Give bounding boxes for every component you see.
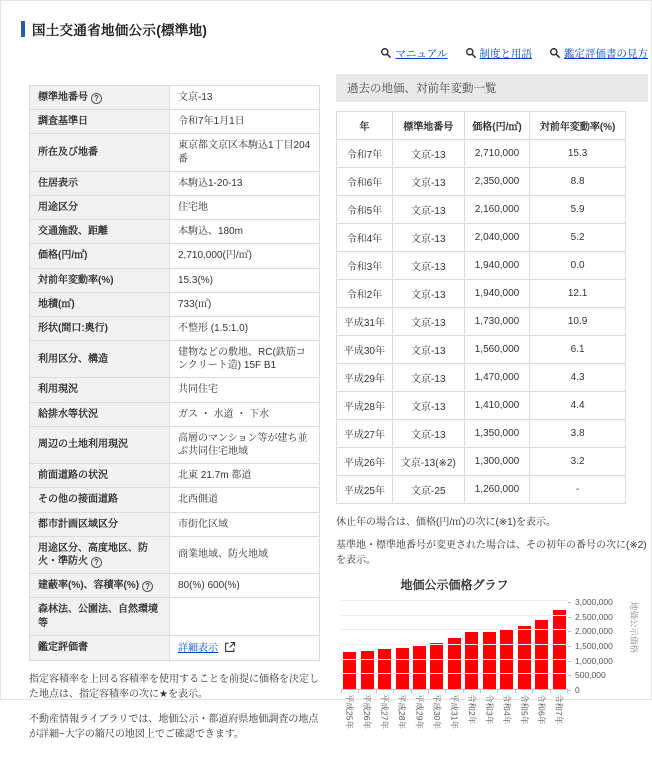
table-row bbox=[30, 244, 320, 268]
table-cell: 1,410,000 bbox=[464, 392, 529, 420]
table-row bbox=[30, 536, 320, 573]
table-cell: 令和4年 bbox=[337, 224, 393, 252]
column-header: 標準地番号 bbox=[392, 112, 464, 140]
x-axis-label: 令和3年 bbox=[484, 694, 495, 725]
table-row bbox=[337, 392, 626, 420]
table-cell: 1,940,000 bbox=[464, 252, 529, 280]
table-row bbox=[337, 224, 626, 252]
page-header bbox=[21, 19, 207, 39]
table-cell: 令和2年 bbox=[337, 280, 393, 308]
footnote-0: 指定容積率を上回る容積率を使用することを前提に価格を決定した地点は、指定容積率の次に★を表示。 bbox=[29, 673, 319, 701]
row-label: 標準地番号 ? bbox=[30, 86, 170, 110]
x-axis-label: 平成27年 bbox=[379, 694, 390, 729]
row-value: 733(㎡) bbox=[170, 292, 320, 316]
row-label: 価格(円/㎡) bbox=[30, 244, 170, 268]
x-axis-label: 平成29年 bbox=[414, 694, 425, 729]
table-cell: 平成31年 bbox=[337, 308, 393, 336]
table-cell: 5.9 bbox=[530, 196, 626, 224]
title-accent-bar bbox=[21, 21, 25, 37]
row-value: 2,710,000(円/㎡) bbox=[170, 244, 320, 268]
table-row bbox=[30, 292, 320, 316]
search-icon bbox=[549, 47, 561, 59]
table-cell: 平成25年 bbox=[337, 476, 393, 504]
row-label: 交通施設、距離 bbox=[30, 220, 170, 244]
table-row bbox=[30, 574, 320, 598]
table-cell: 文京-13 bbox=[392, 168, 464, 196]
row-value: 高層のマンション等が建ち並ぶ共同住宅地域 bbox=[170, 426, 320, 463]
table-cell: 1,940,000 bbox=[464, 280, 529, 308]
table-cell: 1,260,000 bbox=[464, 476, 529, 504]
help-link-1[interactable] bbox=[465, 46, 533, 61]
row-value: 北東 21.7m 都道 bbox=[170, 464, 320, 488]
help-link-label: 鑑定評価書の見方 bbox=[564, 47, 648, 60]
row-value bbox=[170, 635, 320, 660]
table-cell: 2,040,000 bbox=[464, 224, 529, 252]
table-cell: 0.0 bbox=[530, 252, 626, 280]
x-axis-label: 平成31年 bbox=[449, 694, 460, 729]
y-tick-label: 1,000,000 bbox=[575, 655, 613, 666]
x-axis-label: 平成30年 bbox=[431, 694, 442, 729]
x-tick-mark bbox=[463, 690, 464, 693]
table-cell: 文京-13 bbox=[392, 392, 464, 420]
help-icon[interactable]: ? bbox=[91, 557, 102, 568]
row-label: 用途区分 bbox=[30, 195, 170, 219]
property-detail-panel bbox=[29, 85, 320, 752]
table-cell: 3.2 bbox=[530, 448, 626, 476]
row-label: 建蔽率(%)、容積率(%) ? bbox=[30, 574, 170, 598]
table-cell: 文京-13 bbox=[392, 280, 464, 308]
x-tick-mark bbox=[515, 690, 516, 693]
search-icon bbox=[465, 47, 477, 59]
table-cell: 文京-13 bbox=[392, 420, 464, 448]
chart-bar-平成29年 bbox=[413, 646, 426, 689]
table-row bbox=[337, 308, 626, 336]
help-link-0[interactable] bbox=[380, 46, 447, 61]
table-row bbox=[337, 140, 626, 168]
table-row bbox=[337, 168, 626, 196]
table-row bbox=[30, 598, 320, 635]
table-cell: 2,160,000 bbox=[464, 196, 529, 224]
x-tick-mark bbox=[358, 690, 359, 693]
x-tick-mark bbox=[411, 690, 412, 693]
y-tick-label: 500,000 bbox=[575, 670, 606, 681]
column-header: 年 bbox=[337, 112, 393, 140]
gridline bbox=[341, 644, 568, 645]
y-tick-mark bbox=[568, 690, 571, 691]
help-icon[interactable]: ? bbox=[142, 581, 153, 592]
help-links bbox=[336, 45, 648, 61]
property-detail-table-body bbox=[30, 86, 320, 661]
row-value: 15.3(%) bbox=[170, 268, 320, 292]
row-label: 利用現況 bbox=[30, 378, 170, 402]
history-note-1: 基準地・標準地番号が変更された場合は、その初年の番号の次に(※2)を表示。 bbox=[336, 540, 647, 566]
table-cell: 4.4 bbox=[530, 392, 626, 420]
chart-bar-平成27年 bbox=[378, 649, 391, 689]
table-cell: 4.3 bbox=[530, 364, 626, 392]
row-label: 地積(㎡) bbox=[30, 292, 170, 316]
x-tick-mark bbox=[428, 690, 429, 693]
table-row bbox=[30, 426, 320, 463]
x-tick-mark bbox=[341, 690, 342, 693]
table-row bbox=[30, 171, 320, 195]
row-label: 利用区分、構造 bbox=[30, 341, 170, 378]
table-cell: 2,350,000 bbox=[464, 168, 529, 196]
table-row bbox=[30, 195, 320, 219]
search-icon bbox=[380, 47, 392, 59]
table-row bbox=[337, 280, 626, 308]
y-tick-mark bbox=[568, 602, 571, 603]
table-row bbox=[30, 268, 320, 292]
row-value: 本駒込1-20-13 bbox=[170, 171, 320, 195]
price-history-table-head bbox=[337, 112, 626, 140]
chart-bar-令和2年 bbox=[465, 632, 478, 689]
table-cell: 令和7年 bbox=[337, 140, 393, 168]
row-value: ガス ・ 水道 ・ 下水 bbox=[170, 402, 320, 426]
table-cell: 12.1 bbox=[530, 280, 626, 308]
row-label: 所在及び地番 bbox=[30, 134, 170, 171]
table-cell: 6.1 bbox=[530, 336, 626, 364]
table-cell: 文京-13 bbox=[392, 196, 464, 224]
row-value: 市街化区域 bbox=[170, 512, 320, 536]
y-tick-mark bbox=[568, 617, 571, 618]
row-label: 周辺の土地利用現況 bbox=[30, 426, 170, 463]
x-tick-mark bbox=[550, 690, 551, 693]
chart-bar-平成31年 bbox=[448, 638, 461, 689]
row-value: 令和7年1月1日 bbox=[170, 110, 320, 134]
chart-body bbox=[336, 597, 648, 695]
help-icon[interactable]: ? bbox=[91, 93, 102, 104]
gridline bbox=[341, 600, 568, 601]
table-cell: 8.8 bbox=[530, 168, 626, 196]
row-value: 住宅地 bbox=[170, 195, 320, 219]
table-row bbox=[337, 448, 626, 476]
chart-bar-平成25年 bbox=[343, 652, 356, 689]
chart-plot-area bbox=[341, 602, 568, 690]
table-row bbox=[30, 402, 320, 426]
table-row bbox=[30, 488, 320, 512]
table-cell: 文京-13 bbox=[392, 140, 464, 168]
history-panel bbox=[336, 45, 648, 758]
gridline bbox=[341, 673, 568, 674]
x-tick-mark bbox=[497, 690, 498, 693]
chart-y-axis bbox=[568, 597, 626, 695]
chart-bar-令和7年 bbox=[553, 610, 566, 690]
help-link-label: マニュアル bbox=[395, 47, 448, 60]
row-label: 鑑定評価書 bbox=[30, 635, 170, 660]
table-cell: 1,730,000 bbox=[464, 308, 529, 336]
table-cell: 令和5年 bbox=[337, 196, 393, 224]
table-cell: 平成29年 bbox=[337, 364, 393, 392]
x-tick-mark bbox=[480, 690, 481, 693]
row-label: 形状(間口:奥行) bbox=[30, 316, 170, 340]
gridline bbox=[341, 615, 568, 616]
row-label: その他の接面道路 bbox=[30, 488, 170, 512]
table-cell: 3.8 bbox=[530, 420, 626, 448]
land-price-chart bbox=[336, 576, 648, 758]
x-tick-mark bbox=[376, 690, 377, 693]
row-value: 共同住宅 bbox=[170, 378, 320, 402]
table-cell: 2,710,000 bbox=[464, 140, 529, 168]
row-label: 対前年変動率(%) bbox=[30, 268, 170, 292]
table-row bbox=[30, 512, 320, 536]
y-tick-mark bbox=[568, 661, 571, 662]
property-detail-table bbox=[29, 85, 320, 661]
y-tick-label: 0 bbox=[575, 685, 580, 695]
table-row bbox=[30, 220, 320, 244]
row-value: 東京都文京区本駒込1丁目204番 bbox=[170, 134, 320, 171]
x-tick-mark bbox=[393, 690, 394, 693]
chart-title: 地価公示価格グラフ bbox=[400, 578, 509, 592]
row-value: 建物などの敷地、RC(鉄筋コンクリート造) 15F B1 bbox=[170, 341, 320, 378]
x-axis-label: 平成25年 bbox=[344, 694, 355, 729]
chart-bar-平成26年 bbox=[361, 651, 374, 689]
table-cell: 15.3 bbox=[530, 140, 626, 168]
footnote-1: 不動産情報ライブラリでは、地価公示・都道府県地価調査の地点が詳細~大字の縮尺の地図上でご確認できます。 bbox=[29, 713, 319, 741]
table-row bbox=[30, 341, 320, 378]
y-tick-label: 3,000,000 bbox=[575, 597, 613, 607]
price-history-table bbox=[336, 111, 626, 504]
x-axis-label: 平成28年 bbox=[397, 694, 408, 729]
table-cell: 5.2 bbox=[530, 224, 626, 252]
row-value: 80(%) 600(%) bbox=[170, 574, 320, 598]
column-header: 価格(円/㎡) bbox=[464, 112, 529, 140]
chart-bar-令和3年 bbox=[483, 632, 496, 689]
column-header: 対前年変動率(%) bbox=[530, 112, 626, 140]
x-tick-mark bbox=[532, 690, 533, 693]
table-row bbox=[30, 378, 320, 402]
table-row bbox=[337, 252, 626, 280]
chart-bar-令和6年 bbox=[535, 620, 548, 689]
gridline bbox=[341, 659, 568, 660]
table-cell: 1,350,000 bbox=[464, 420, 529, 448]
row-label: 都市計画区域区分 bbox=[30, 512, 170, 536]
chart-bar-平成30年 bbox=[430, 643, 443, 689]
table-cell: 令和6年 bbox=[337, 168, 393, 196]
table-row bbox=[30, 635, 320, 660]
x-axis-label: 令和6年 bbox=[536, 694, 547, 725]
table-row bbox=[30, 134, 320, 171]
row-value: 北西側道 bbox=[170, 488, 320, 512]
history-notes bbox=[336, 515, 648, 568]
table-cell: 平成26年 bbox=[337, 448, 393, 476]
y-tick-label: 2,500,000 bbox=[575, 611, 613, 622]
x-axis-label: 平成26年 bbox=[362, 694, 373, 729]
external-link-icon bbox=[224, 641, 236, 653]
x-axis-label: 令和5年 bbox=[519, 694, 530, 725]
chart-x-labels bbox=[341, 694, 568, 758]
table-row bbox=[30, 110, 320, 134]
x-axis-label: 令和2年 bbox=[466, 694, 477, 725]
table-cell: 文京-13(※2) bbox=[392, 448, 464, 476]
row-label: 住居表示 bbox=[30, 171, 170, 195]
chart-bar-令和5年 bbox=[518, 626, 531, 689]
x-tick-mark bbox=[445, 690, 446, 693]
row-label: 用途区分、高度地区、防火・準防火 ? bbox=[30, 536, 170, 573]
table-row bbox=[337, 476, 626, 504]
y-tick-mark bbox=[568, 675, 571, 676]
table-cell: 文京-13 bbox=[392, 308, 464, 336]
help-link-2[interactable] bbox=[549, 46, 648, 61]
x-axis-label: 令和7年 bbox=[554, 694, 565, 725]
row-label: 前面道路の状況 bbox=[30, 464, 170, 488]
row-value: 不整形 (1.5:1.0) bbox=[170, 316, 320, 340]
table-cell: - bbox=[530, 476, 626, 504]
row-label: 給排水等状況 bbox=[30, 402, 170, 426]
y-tick-label: 2,000,000 bbox=[575, 626, 613, 637]
row-value: 文京-13 bbox=[170, 86, 320, 110]
gridline bbox=[341, 629, 568, 630]
history-note-0: 休止年の場合は、価格(円/㎡)の次に(※1)を表示。 bbox=[336, 517, 557, 528]
table-cell: 1,470,000 bbox=[464, 364, 529, 392]
table-row bbox=[30, 86, 320, 110]
row-label: 森林法、公園法、自然環境等 bbox=[30, 598, 170, 635]
table-cell: 文京-25 bbox=[392, 476, 464, 504]
row-value bbox=[170, 598, 320, 635]
y-tick-mark bbox=[568, 646, 571, 647]
page-title: 国土交通省地価公示(標準地) bbox=[32, 23, 208, 38]
x-axis-label: 令和4年 bbox=[501, 694, 512, 725]
table-cell: 文京-13 bbox=[392, 252, 464, 280]
detail-view-link[interactable]: 詳細表示 bbox=[178, 642, 218, 654]
row-value: 商業地域、防火地域 bbox=[170, 536, 320, 573]
table-cell: 1,560,000 bbox=[464, 336, 529, 364]
table-cell: 文京-13 bbox=[392, 364, 464, 392]
table-row bbox=[30, 464, 320, 488]
left-footnotes bbox=[29, 672, 320, 743]
chart-y-axis-title: 地価公示価格 bbox=[629, 602, 639, 654]
table-cell: 平成30年 bbox=[337, 336, 393, 364]
chart-x-ticks bbox=[341, 690, 568, 693]
row-value: 本駒込、180m bbox=[170, 220, 320, 244]
table-header-row bbox=[337, 112, 626, 140]
table-cell: 10.9 bbox=[530, 308, 626, 336]
table-row bbox=[337, 196, 626, 224]
y-tick-mark bbox=[568, 631, 571, 632]
table-cell: 1,300,000 bbox=[464, 448, 529, 476]
chart-bar-平成28年 bbox=[396, 648, 409, 689]
table-row bbox=[337, 336, 626, 364]
price-history-table-body bbox=[337, 140, 626, 504]
history-section-title: 過去の地価、対前年変動一覧 bbox=[336, 74, 648, 102]
help-link-label: 制度と用語 bbox=[479, 47, 532, 60]
table-cell: 文京-13 bbox=[392, 336, 464, 364]
row-label: 調査基準日 bbox=[30, 110, 170, 134]
table-cell: 平成28年 bbox=[337, 392, 393, 420]
table-cell: 令和3年 bbox=[337, 252, 393, 280]
table-row bbox=[337, 420, 626, 448]
table-cell: 文京-13 bbox=[392, 224, 464, 252]
table-row bbox=[337, 364, 626, 392]
table-row bbox=[30, 316, 320, 340]
y-tick-label: 1,500,000 bbox=[575, 641, 613, 651]
table-cell: 平成27年 bbox=[337, 420, 393, 448]
